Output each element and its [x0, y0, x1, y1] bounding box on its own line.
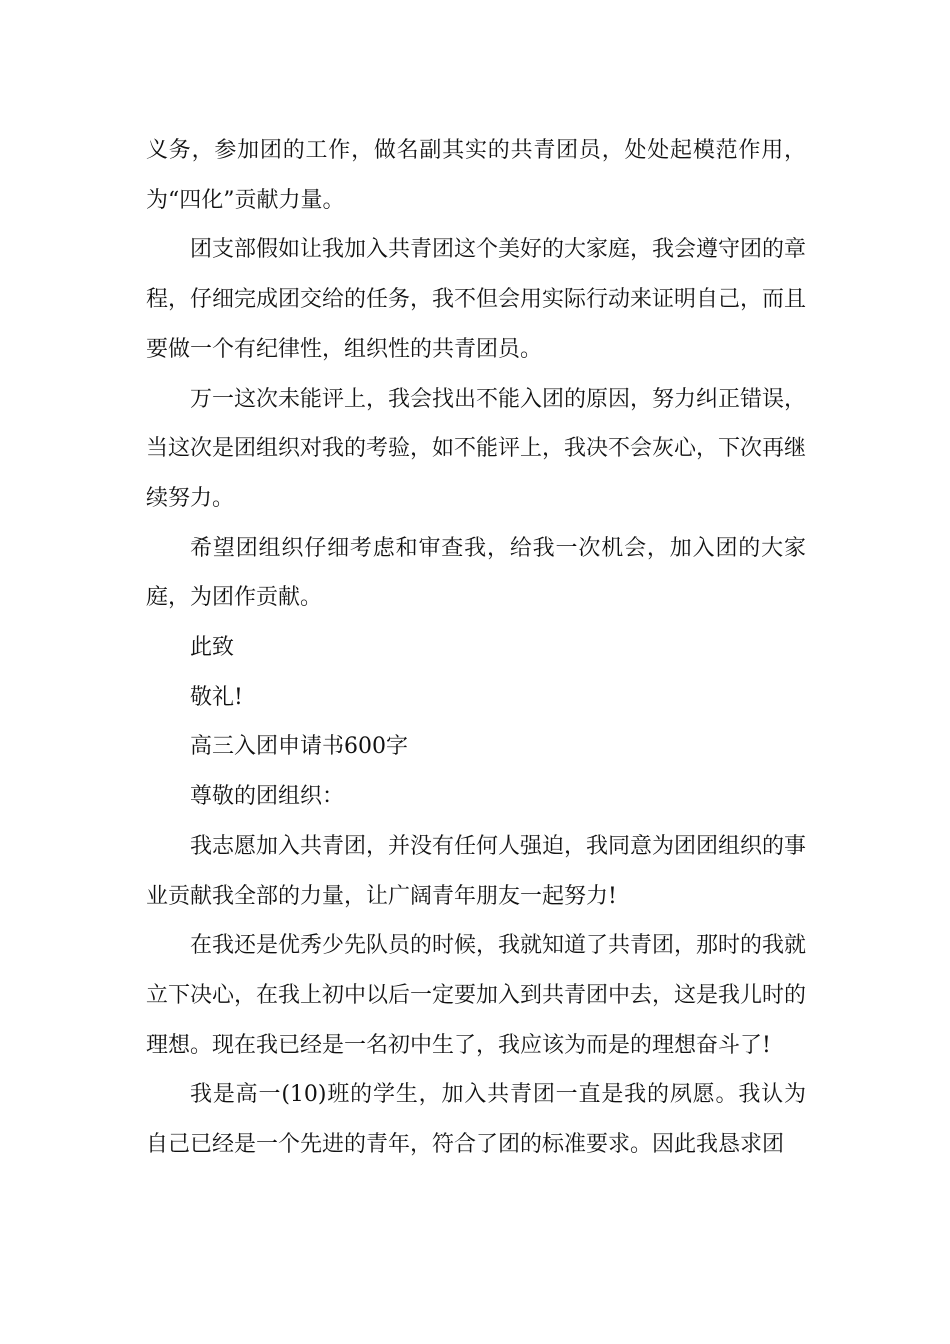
section-heading: 高三入团申请书600字 — [190, 734, 408, 760]
paragraph-student-intro: 我是高一(10)班的学生，加入共青团一直是我的夙愿。我认为自己已经是一个先进的青年，符合了团的标准要求。因此我恳求团 — [146, 1082, 806, 1158]
letter-greeting: 尊敬的团组织： — [190, 784, 345, 810]
paragraph-continuation: 义务，参加团的工作，做名副其实的共青团员，处处起模范作用，为“四化”贡献力量。 — [146, 138, 806, 213]
closing-salutation: 此致 — [190, 635, 235, 661]
paragraph-childhood-dream: 在我还是优秀少先队员的时候，我就知道了共青团，那时的我就立下决心，在我上初中以后一定要加入到共青团中去，这是我儿时的理想。现在我已经是一名初中生了，我应该为而是的理想奋斗了! — [146, 933, 807, 1058]
closing-regards: 敬礼! — [190, 684, 243, 710]
paragraph-join-commitment: 团支部假如让我加入共青团这个美好的大家庭，我会遵守团的章程，仔细完成团交给的任务，我不但会用实际行动来证明自己，而且要做一个有纪律性，组织性的共青团员。 — [146, 237, 807, 362]
paragraph-hope: 希望团组织仔细考虑和审查我，给我一次机会，加入团的大家庭，为团作贡献。 — [146, 535, 806, 611]
document-body — [146, 126, 806, 1170]
paragraph-if-not-selected: 万一这次未能评上，我会找出不能入团的原因，努力纠正错误，当这次是团组织对我的考验，如不能评上，我决不会灰心，下次再继续努力。 — [146, 386, 807, 511]
paragraph-volunteer: 我志愿加入共青团，并没有任何人强迫，我同意为团团组织的事业贡献我全部的力量，让广阔青年朋友一起努力! — [146, 833, 807, 909]
